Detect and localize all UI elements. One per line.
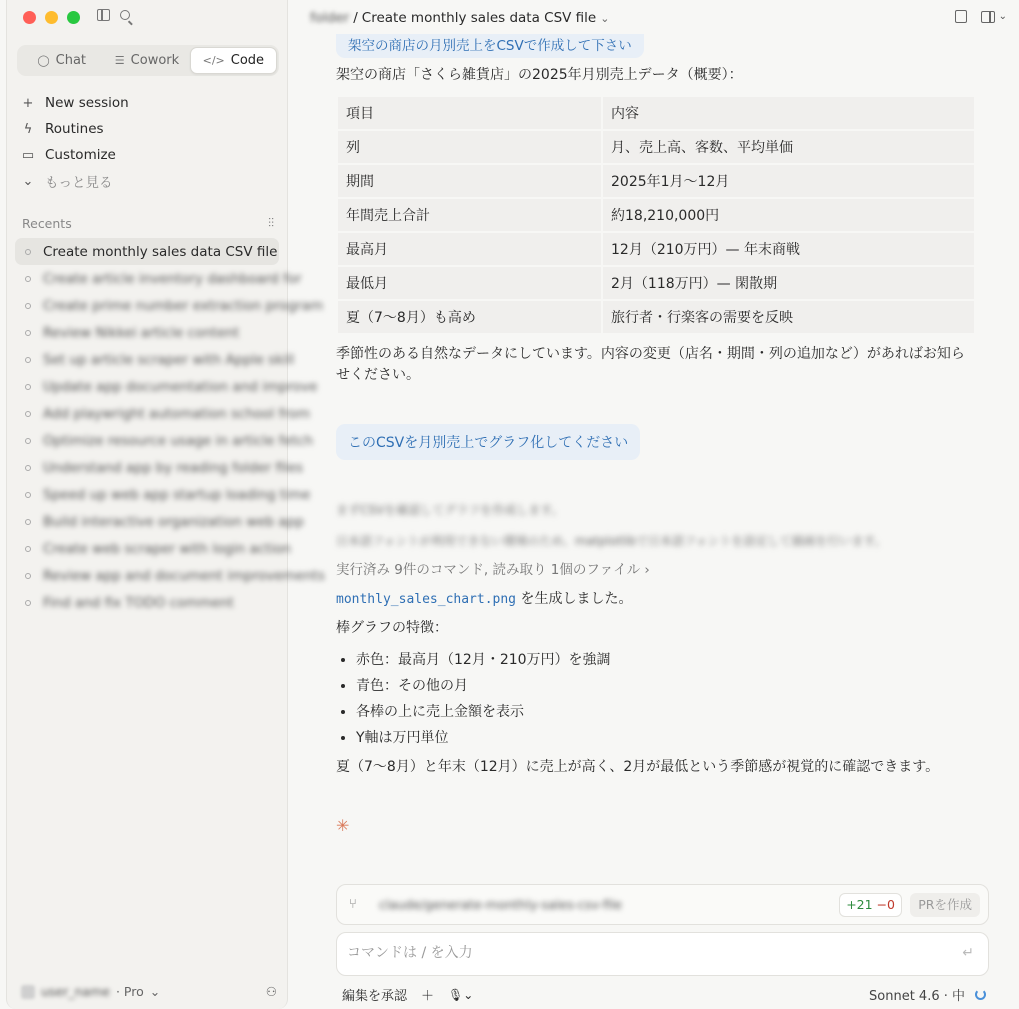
routines-button[interactable]: ϟ Routines: [21, 116, 281, 142]
plus-icon: +: [22, 95, 34, 111]
account-bar: [21, 984, 277, 999]
table-row: [338, 131, 974, 163]
plan-label: · Pro: [115, 984, 144, 999]
code-brackets-icon: </>: [202, 54, 225, 67]
command-input[interactable]: [347, 945, 937, 961]
spark-icon: ✳: [336, 816, 350, 835]
session-status-icon: [25, 492, 31, 498]
composer-toolbar: [342, 985, 986, 1004]
account-menu[interactable]: [21, 984, 160, 999]
avatar: [21, 985, 35, 999]
git-branch-icon: ⑂: [349, 897, 357, 912]
assistant-summary: 夏（7〜8月）と年末（12月）に売上が高く、2月が最低という季節感が視覚的に確認できます。: [336, 759, 940, 775]
search-icon[interactable]: [120, 10, 130, 20]
new-session-button[interactable]: + New session: [22, 95, 129, 111]
chevron-down-icon: ⌄: [149, 984, 161, 999]
diff-stats[interactable]: +21 −0: [839, 893, 902, 917]
toggle-sidebar-icon[interactable]: [97, 9, 110, 21]
lightning-icon: ϟ: [23, 121, 33, 137]
list-item: • 青色：その他の月: [356, 673, 611, 699]
session-status-icon: [25, 546, 31, 552]
zoom-window-button[interactable]: [67, 11, 80, 24]
session-status-icon: [25, 357, 31, 363]
breadcrumb-separator: /: [353, 10, 358, 26]
table-row: [338, 97, 974, 129]
table-cell: 年間売上合計: [338, 199, 601, 231]
sidebar-nav: [21, 90, 281, 194]
recent-item[interactable]: Find and fix TODO comment: [15, 589, 279, 616]
user-message: このCSVを月別売上でグラフ化してください: [336, 424, 640, 460]
table-row: [338, 267, 974, 299]
session-status-icon: [25, 465, 31, 471]
recent-item[interactable]: Add playwright automation school from: [15, 400, 279, 427]
recent-item[interactable]: Speed up web app startup loading time: [15, 481, 279, 508]
model-selector[interactable]: Sonnet 4.6 · 中: [869, 989, 965, 1004]
session-status-icon: [25, 600, 31, 606]
recent-item[interactable]: Create prime number extraction program: [15, 292, 279, 319]
table-row: [338, 199, 974, 231]
table-cell: 最高月: [338, 233, 601, 265]
side-panel-icon[interactable]: [981, 11, 995, 23]
sidebar: [6, 0, 325, 1009]
summary-table: [336, 95, 976, 335]
chevron-down-icon: ⌄: [22, 173, 34, 189]
recents-list: [15, 238, 325, 616]
table-cell: 列: [338, 131, 601, 163]
session-status-icon: [25, 411, 31, 417]
recent-item[interactable]: Set up article scraper with Apple skill: [15, 346, 279, 373]
table-cell: 2025年1月〜12月: [603, 165, 974, 197]
recent-item[interactable]: Create web scraper with login action: [15, 535, 279, 562]
table-cell: 内容: [603, 97, 974, 129]
assistant-blurred-text: まずCSVを確認してグラフを作成します。: [336, 503, 564, 517]
table-cell: 約18,210,000円: [603, 199, 974, 231]
project-name: folder: [310, 10, 350, 26]
tab-cowork[interactable]: ☰ Cowork: [114, 53, 180, 68]
session-title: Create monthly sales data CSV file: [361, 10, 597, 26]
list-item: • 各棒の上に売上金額を表示: [356, 699, 611, 725]
branch-name: claude/generate-monthly-sales-csv-file: [379, 897, 622, 912]
mode-switcher: [17, 45, 279, 76]
close-window-button[interactable]: [23, 11, 36, 24]
table-cell: 2月（118万円）— 閑散期: [603, 267, 974, 299]
recent-item[interactable]: Understand app by reading folder files: [15, 454, 279, 481]
session-status-icon: [25, 303, 31, 309]
list-item: • Y軸は万円単位: [356, 725, 611, 751]
session-status-icon: [25, 438, 31, 444]
briefcase-icon: ▭: [21, 147, 35, 163]
recent-item[interactable]: Review app and document improvements: [15, 562, 279, 589]
file-generated-line: monthly_sales_chart.png を生成しました。: [336, 591, 633, 607]
table-cell: 期間: [338, 165, 601, 197]
session-status-icon: [25, 573, 31, 579]
table-cell: 旅行者・行楽客の需要を反映: [603, 301, 974, 333]
customize-button[interactable]: ▭ Customize: [21, 147, 116, 163]
microphone-icon[interactable]: 🎙⌄: [448, 987, 474, 1002]
chevron-down-icon: ⌄: [600, 11, 610, 25]
branch-bar: [336, 884, 989, 925]
recent-item[interactable]: Create monthly sales data CSV file: [15, 238, 279, 265]
assistant-blurred-text: 日本語フォントが利用できない環境のため、matplotlibで日本語フォントを設定して描画を行います。: [336, 534, 887, 548]
features-list: [356, 647, 611, 751]
plus-icon[interactable]: ＋: [421, 989, 435, 1004]
show-more-button[interactable]: ⌄ もっと見る: [22, 173, 113, 191]
create-pr-button[interactable]: PRを作成: [910, 893, 980, 917]
recent-item[interactable]: Build interactive organization web app: [15, 508, 279, 535]
chevron-down-icon[interactable]: ⌄: [998, 11, 1007, 22]
table-cell: 夏（7〜8月）も高め: [338, 301, 601, 333]
tab-chat[interactable]: ◯ Chat: [37, 53, 87, 68]
recent-item[interactable]: Create article inventory dashboard for: [15, 265, 279, 292]
recent-item[interactable]: Review Nikkei article content: [15, 319, 279, 346]
user-message: 架空の商店の月別売上をCSVで作成して下さい: [336, 34, 644, 58]
file-link[interactable]: monthly_sales_chart.png: [336, 592, 517, 607]
session-status-icon: [25, 330, 31, 336]
composer: [336, 932, 989, 976]
assistant-intro: 架空の商店「さくら雑貨店」の2025年月別売上データ（概要）：: [336, 67, 743, 83]
recent-item[interactable]: Update app documentation and improve: [15, 373, 279, 400]
main-header: [288, 0, 1019, 34]
table-row: [338, 233, 974, 265]
chat-bubble-icon: ◯: [37, 54, 50, 67]
document-icon[interactable]: [955, 10, 967, 23]
session-status-icon: [25, 519, 31, 525]
window-controls: [23, 11, 80, 24]
assistant-closing: 季節性のある自然なデータにしています。内容の変更（店名・期間・列の追加など）があればお知らせください。: [336, 346, 965, 383]
session-status-icon: [25, 384, 31, 390]
recent-item[interactable]: Optimize resource usage in article fetch: [15, 427, 279, 454]
chevron-right-icon: ›: [644, 562, 650, 578]
enter-icon[interactable]: ↵: [962, 945, 974, 961]
accept-edits-button[interactable]: 編集を承認: [342, 989, 408, 1004]
tab-code[interactable]: </> Code: [190, 47, 277, 74]
list-item: • 赤色：最高月（12月・210万円）を強調: [356, 647, 611, 673]
user-name: user_name: [41, 984, 110, 999]
settings-toggle-icon[interactable]: ⚇: [265, 984, 277, 999]
loading-spinner-icon: [975, 989, 986, 1000]
table-row: [338, 301, 974, 333]
recents-header: [22, 216, 274, 231]
minimize-window-button[interactable]: [45, 11, 58, 24]
table-cell: 12月（210万円）— 年末商戦: [603, 233, 974, 265]
recents-title: Recents: [22, 216, 72, 231]
tool-run-summary[interactable]: 実行済み 9件のコマンド, 読み取り 1個のファイル ›: [336, 562, 650, 578]
features-title: 棒グラフの特徴：: [336, 620, 448, 636]
filter-icon[interactable]: ⫶⫶: [267, 216, 274, 230]
table-cell: 最低月: [338, 267, 601, 299]
session-status-icon: [25, 276, 31, 282]
table-row: [338, 165, 974, 197]
table-cell: 項目: [338, 97, 601, 129]
breadcrumb[interactable]: [310, 10, 609, 26]
checklist-icon: ☰: [114, 54, 125, 67]
table-cell: 月、売上高、客数、平均単価: [603, 131, 974, 163]
session-status-icon: [25, 249, 31, 255]
